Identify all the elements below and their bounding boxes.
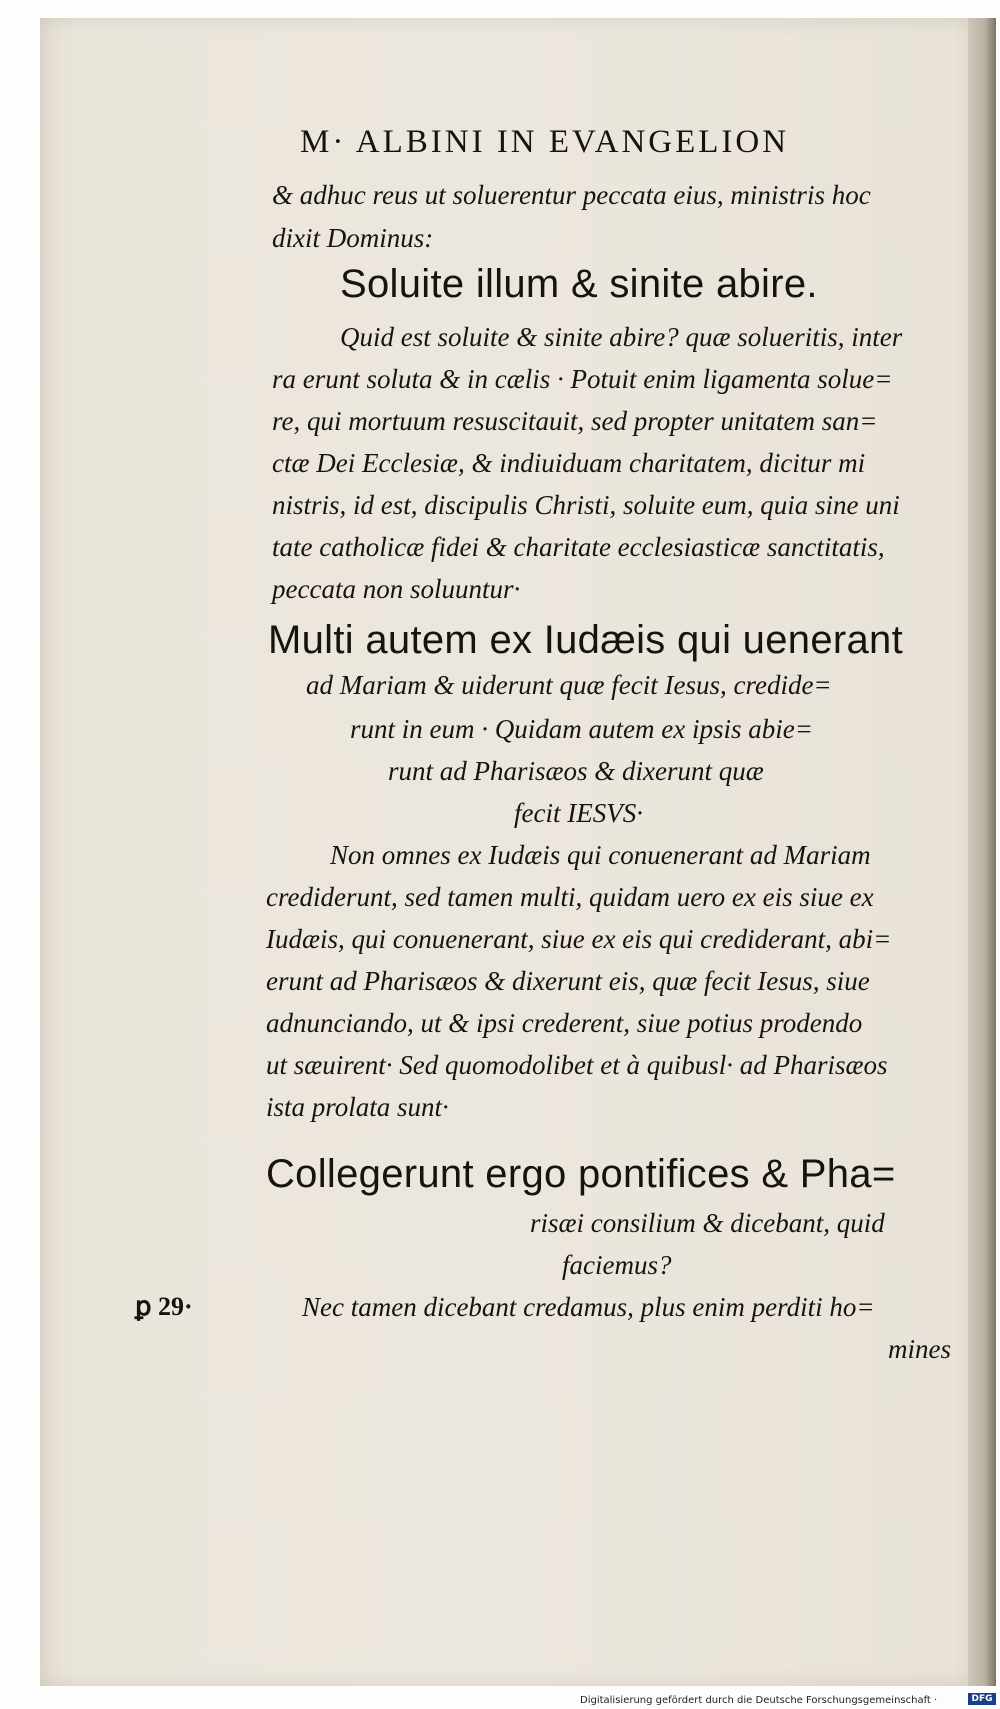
text-line: ctæ Dei Ecclesiæ, & indiuiduam charitatem, dicitur mi <box>272 448 866 478</box>
digitization-credit: Digitalisierung gefördert durch die Deutsche Forschungsgemeinschaft · <box>580 1695 938 1706</box>
text-line: risæi consilium & dicebant, quid <box>530 1208 885 1238</box>
lemma-heading: Soluite illum & sinite abire. <box>340 262 818 306</box>
text-line: crediderunt, sed tamen multi, quidam uero ex eis siue ex <box>266 882 874 912</box>
text-line: peccata non soluuntur· <box>272 574 521 604</box>
text-line: ista prolata sunt· <box>266 1092 449 1122</box>
text-line: runt in eum · Quidam autem ex ipsis abie= <box>350 714 813 744</box>
text-line: erunt ad Pharisæos & dixerunt eis, quæ fecit Iesus, siue <box>266 966 870 996</box>
lemma-heading: Multi autem ex Iudæis qui uenerant <box>268 618 903 662</box>
text-line: nistris, id est, discipulis Christi, soluite eum, quia sine uni <box>272 490 900 520</box>
text-line: runt ad Pharisæos & dixerunt quæ <box>388 756 764 786</box>
text-line: ad Mariam & uiderunt quæ fecit Iesus, credide= <box>306 670 832 700</box>
running-title: M· ALBINI IN EVANGELION <box>300 124 790 160</box>
text-line: adnunciando, ut & ipsi crederent, siue potius prodendo <box>266 1008 863 1038</box>
lemma-heading: Collegerunt ergo pontifices & Pha= <box>266 1152 896 1196</box>
text-line: Quid est soluite & sinite abire? quæ solueritis, inter <box>340 322 903 352</box>
text-line: ut sæuirent· Sed quomodolibet et à quibusl· ad Pharisæos <box>266 1050 888 1080</box>
text-line: Nec tamen dicebant credamus, plus enim perditi ho= <box>302 1292 875 1322</box>
dfg-logo: DFG <box>968 1693 996 1705</box>
text-line: re, qui mortuum resuscitauit, sed propter unitatem san= <box>272 406 878 436</box>
page-edge <box>968 18 996 1686</box>
signature-mark: ꝑ 29· <box>135 1292 193 1321</box>
text-line: ra erunt soluta & in cælis · Potuit enim ligamenta solue= <box>272 364 893 394</box>
text-line: faciemus? <box>562 1250 672 1280</box>
text-line: Iudæis, qui conuenerant, siue ex eis qui crediderant, abi= <box>266 924 892 954</box>
text-line: fecit IESVS· <box>514 798 643 828</box>
text-line: Non omnes ex Iudæis qui conuenerant ad Mariam <box>330 840 871 870</box>
text-line: & adhuc reus ut soluerentur peccata eius, ministris hoc <box>272 180 871 210</box>
text-line: mines <box>888 1334 951 1364</box>
text-line: tate catholicæ fidei & charitate ecclesiasticæ sanctitatis, <box>272 532 885 562</box>
text-line: dixit Dominus: <box>272 223 434 253</box>
